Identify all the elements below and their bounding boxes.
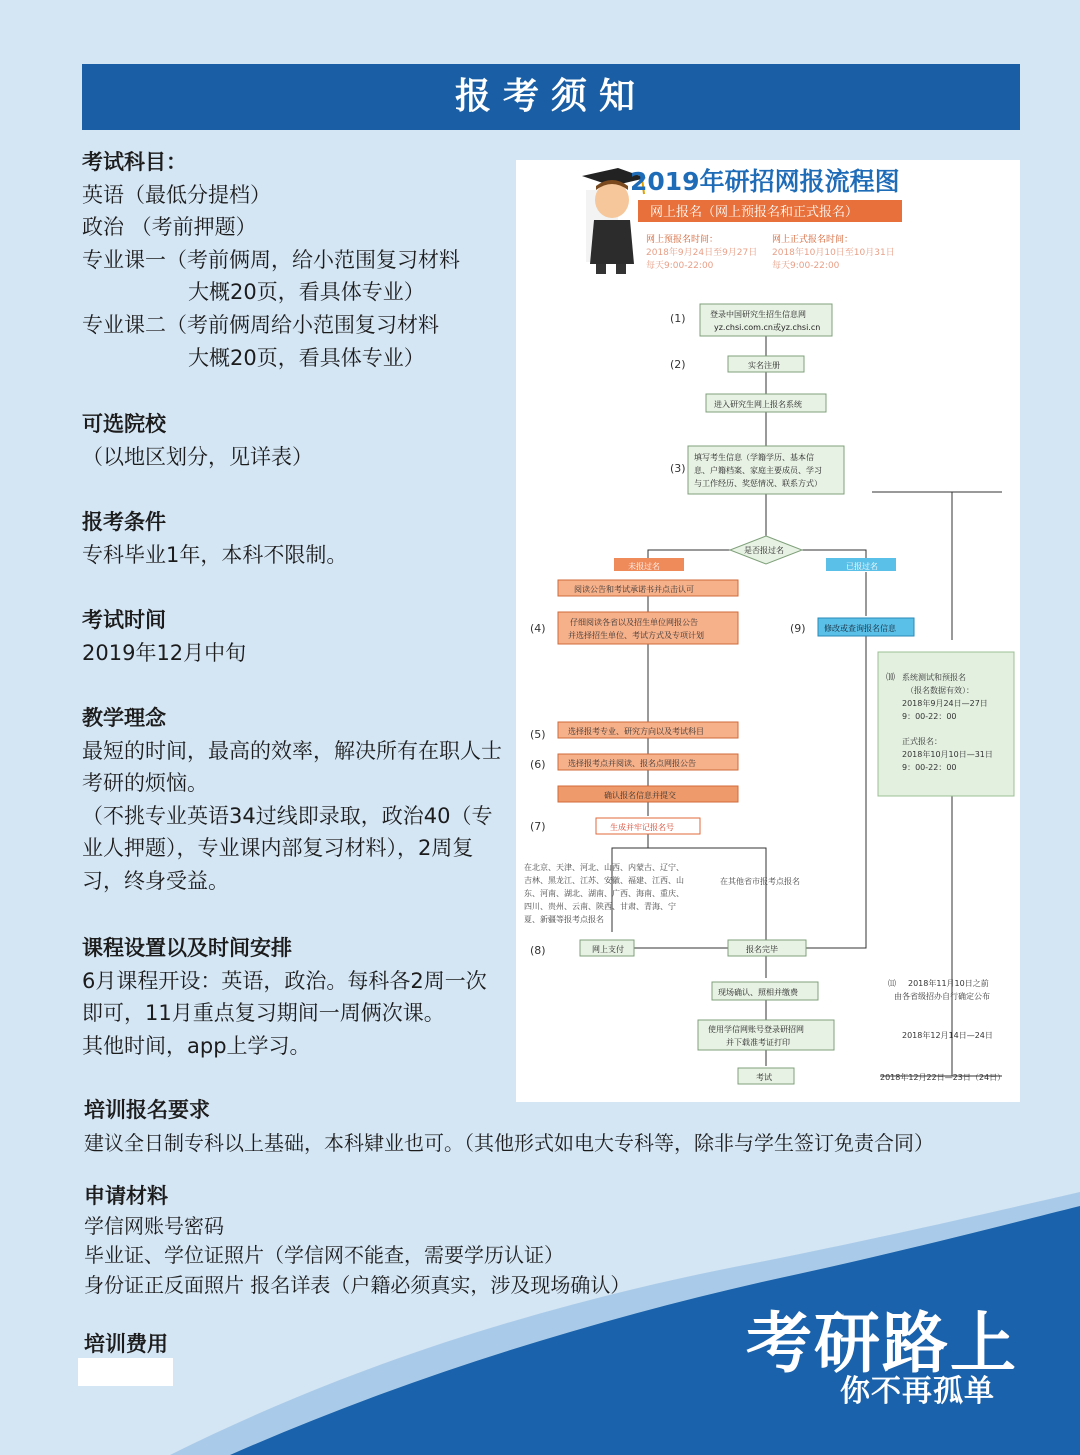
exam-time-text: 2019年12月中旬 (82, 640, 247, 665)
step-number: (9) (790, 622, 806, 635)
step10-text: 2018年10月10日—31日 (902, 750, 993, 759)
formal-reg-hours: 每天9:00-22:00 (772, 261, 840, 271)
other-provinces-text: 在其他省市报考点报名 (720, 877, 800, 886)
step-number: (8) (530, 944, 546, 957)
step3-text: 与工作经历、奖惩情况、联系方式） (694, 479, 822, 488)
step9-text: 修改或查询报名信息 (824, 624, 896, 633)
print-ticket-text: 并下载准考证打印 (726, 1038, 790, 1047)
philosophy-heading: 教学理念 (82, 706, 166, 730)
pay-online-text: 网上支付 (592, 945, 624, 954)
provinces-text: 东、河南、湖北、湖南、广西、海南、重庆、 (524, 889, 684, 898)
subject-line: 政治 （考前押题） (82, 215, 257, 240)
conditions-heading: 报考条件 (82, 510, 166, 534)
confirm-submit-text: 确认报名信息并提交 (604, 791, 676, 800)
step-number: (6) (530, 758, 546, 771)
step3-text: 息、户籍档案、家庭主要成员、学习 (694, 466, 822, 475)
step-number: (4) (530, 622, 546, 635)
print-ticket-text: 使用学信网账号登录研招网 (708, 1025, 804, 1034)
step10-text: 系统测试和预报名 (902, 673, 966, 682)
print-date-text: 2018年12月14日—24日 (902, 1031, 993, 1040)
page-title: 报考须知 (82, 64, 1020, 130)
step4-text: 并选择招生单位、考试方式及专项计划 (568, 631, 704, 640)
subjects-heading: 考试科目： (82, 150, 187, 174)
subject-line: 英语（最低分提档） (82, 182, 271, 207)
schedule-line: 6月课程开设：英语，政治。每科各2周一次 (82, 968, 487, 993)
step6-text: 选择报考点并阅读、报名点网报公告 (568, 759, 696, 768)
step-number: (5) (530, 728, 546, 741)
materials-line: 毕业证、学位证照片（学信网不能查，需要学历认证） (84, 1243, 564, 1267)
philosophy-line: 业人押题），专业课内部复习材料），2周复 (82, 836, 474, 861)
conditions-text: 专科毕业1年，本科不限制。 (82, 542, 348, 567)
read-notice-text: 阅读公告和考试承诺书并点击认可 (574, 585, 694, 594)
philosophy-line: 考研的烦恼。 (82, 771, 208, 796)
subject-line: 专业课二（考前俩周给小范围复习材料 (82, 312, 439, 337)
schedule-heading: 课程设置以及时间安排 (82, 936, 292, 960)
pre-reg-date: 2018年9月24日至9月27日 (646, 248, 758, 258)
pre-reg-label: 网上预报名时间： (646, 235, 719, 245)
slogan-main: 考研路上 (746, 1305, 1018, 1382)
step1-text: 登录中国研究生招生信息网 (710, 310, 806, 319)
step-number: (1) (670, 312, 686, 325)
provinces-text: 夏、新疆等报考点报名 (524, 915, 604, 924)
step-number: ⑾ (888, 979, 896, 988)
done-text: 报名完毕 (746, 945, 778, 954)
exam-box-text: 考试 (756, 1073, 772, 1082)
not-registered-label: 未报过名 (628, 562, 660, 571)
schedule-line: 即可，11月重点复习期间一周俩次课。 (82, 1001, 445, 1026)
step5-text: 选择报考专业、研究方向以及考试科目 (568, 727, 704, 736)
fee-redacted-box (78, 1358, 173, 1386)
step10-text: 9：00-22：00 (902, 763, 957, 772)
schedule-line: 其他时间，app上学习。 (82, 1033, 311, 1058)
exam-date-text: 2018年12月22日—23日（24日） (880, 1073, 1006, 1082)
schools-text: （以地区划分，见详表） (82, 444, 313, 469)
philosophy-line: 习，终身受益。 (82, 868, 229, 893)
step11-text: 由各省级招办自行确定公布 (894, 992, 990, 1001)
provinces-text: 吉林、黑龙江、江苏、安徽、福建、江西、山 (524, 876, 684, 885)
step10-text: （报名数据有效）： (906, 686, 974, 695)
decision-text: 是否报过名 (744, 546, 784, 555)
exam-time-heading: 考试时间 (82, 608, 166, 632)
materials-line: 学信网账号密码 (84, 1213, 224, 1238)
requirements-text: 建议全日制专科以上基础，本科肄业也可。（其他形式如电大专科等，除非与学生签订免责合同） (84, 1130, 934, 1155)
step3-text: 填写考生信息（学籍学历、基本信 (694, 453, 814, 462)
requirements-section (84, 1094, 934, 1159)
already-registered-label: 已报过名 (846, 562, 878, 571)
materials-line: 身份证正反面照片 报名详表（户籍必须真实，涉及现场确认） (84, 1272, 631, 1297)
step4-text: 仔细阅读各省以及招生单位网报公告 (570, 618, 698, 627)
materials-section (84, 1182, 630, 1300)
step-number: (7) (530, 820, 546, 833)
pre-reg-hours: 每天9:00-22:00 (646, 261, 714, 271)
provinces-text: 四川、贵州、云南、陕西、甘肃、青海、宁 (524, 902, 676, 911)
subject-line: 专业课一（考前俩周，给小范围复习材料 (82, 247, 460, 272)
onsite-confirm-text: 现场确认、照相并缴费 (718, 988, 798, 997)
subject-line: 大概20页，看具体专业） (188, 280, 425, 305)
step10-text: 正式报名： (902, 737, 942, 746)
step-number: (2) (670, 358, 686, 371)
philosophy-line: 最短的时间，最高的效率，解决所有在职人士 (82, 738, 502, 763)
flow-subtitle: 网上报名（网上预报名和正式报名） (650, 205, 859, 220)
subject-line: 大概20页，看具体专业） (188, 345, 425, 370)
step11-text: 2018年11月10日之前 (908, 979, 989, 988)
step2-text: 实名注册 (748, 361, 780, 370)
fees-heading: 培训费用 (84, 1332, 168, 1356)
enter-system-text: 进入研究生网上报名系统 (714, 400, 802, 409)
step1-url: yz.chsi.com.cn或yz.chsi.cn (714, 323, 821, 332)
fees-section (84, 1328, 168, 1361)
step7-text: 生成并牢记报名号 (610, 823, 674, 832)
slogan-sub: 你不再孤单 (840, 1374, 995, 1409)
formal-reg-label: 网上正式报名时间： (772, 235, 854, 245)
step-number: (3) (670, 462, 686, 475)
materials-heading: 申请材料 (84, 1184, 168, 1208)
step10-text: 2018年9月24日—27日 (902, 699, 988, 708)
step10-text: 9：00-22：00 (902, 712, 957, 721)
formal-reg-date: 2018年10月10日至10月31日 (772, 248, 895, 258)
schools-heading: 可选院校 (82, 412, 166, 436)
flow-title: 2019年研招网报流程图 (630, 167, 900, 196)
step-number: ⑽ (886, 673, 896, 683)
provinces-text: 在北京、天津、河北、山西、内蒙古、辽宁、 (524, 863, 684, 872)
requirements-heading: 培训报名要求 (84, 1098, 210, 1122)
philosophy-line: （不挑专业英语34过线即录取，政治40（专 (82, 803, 493, 828)
